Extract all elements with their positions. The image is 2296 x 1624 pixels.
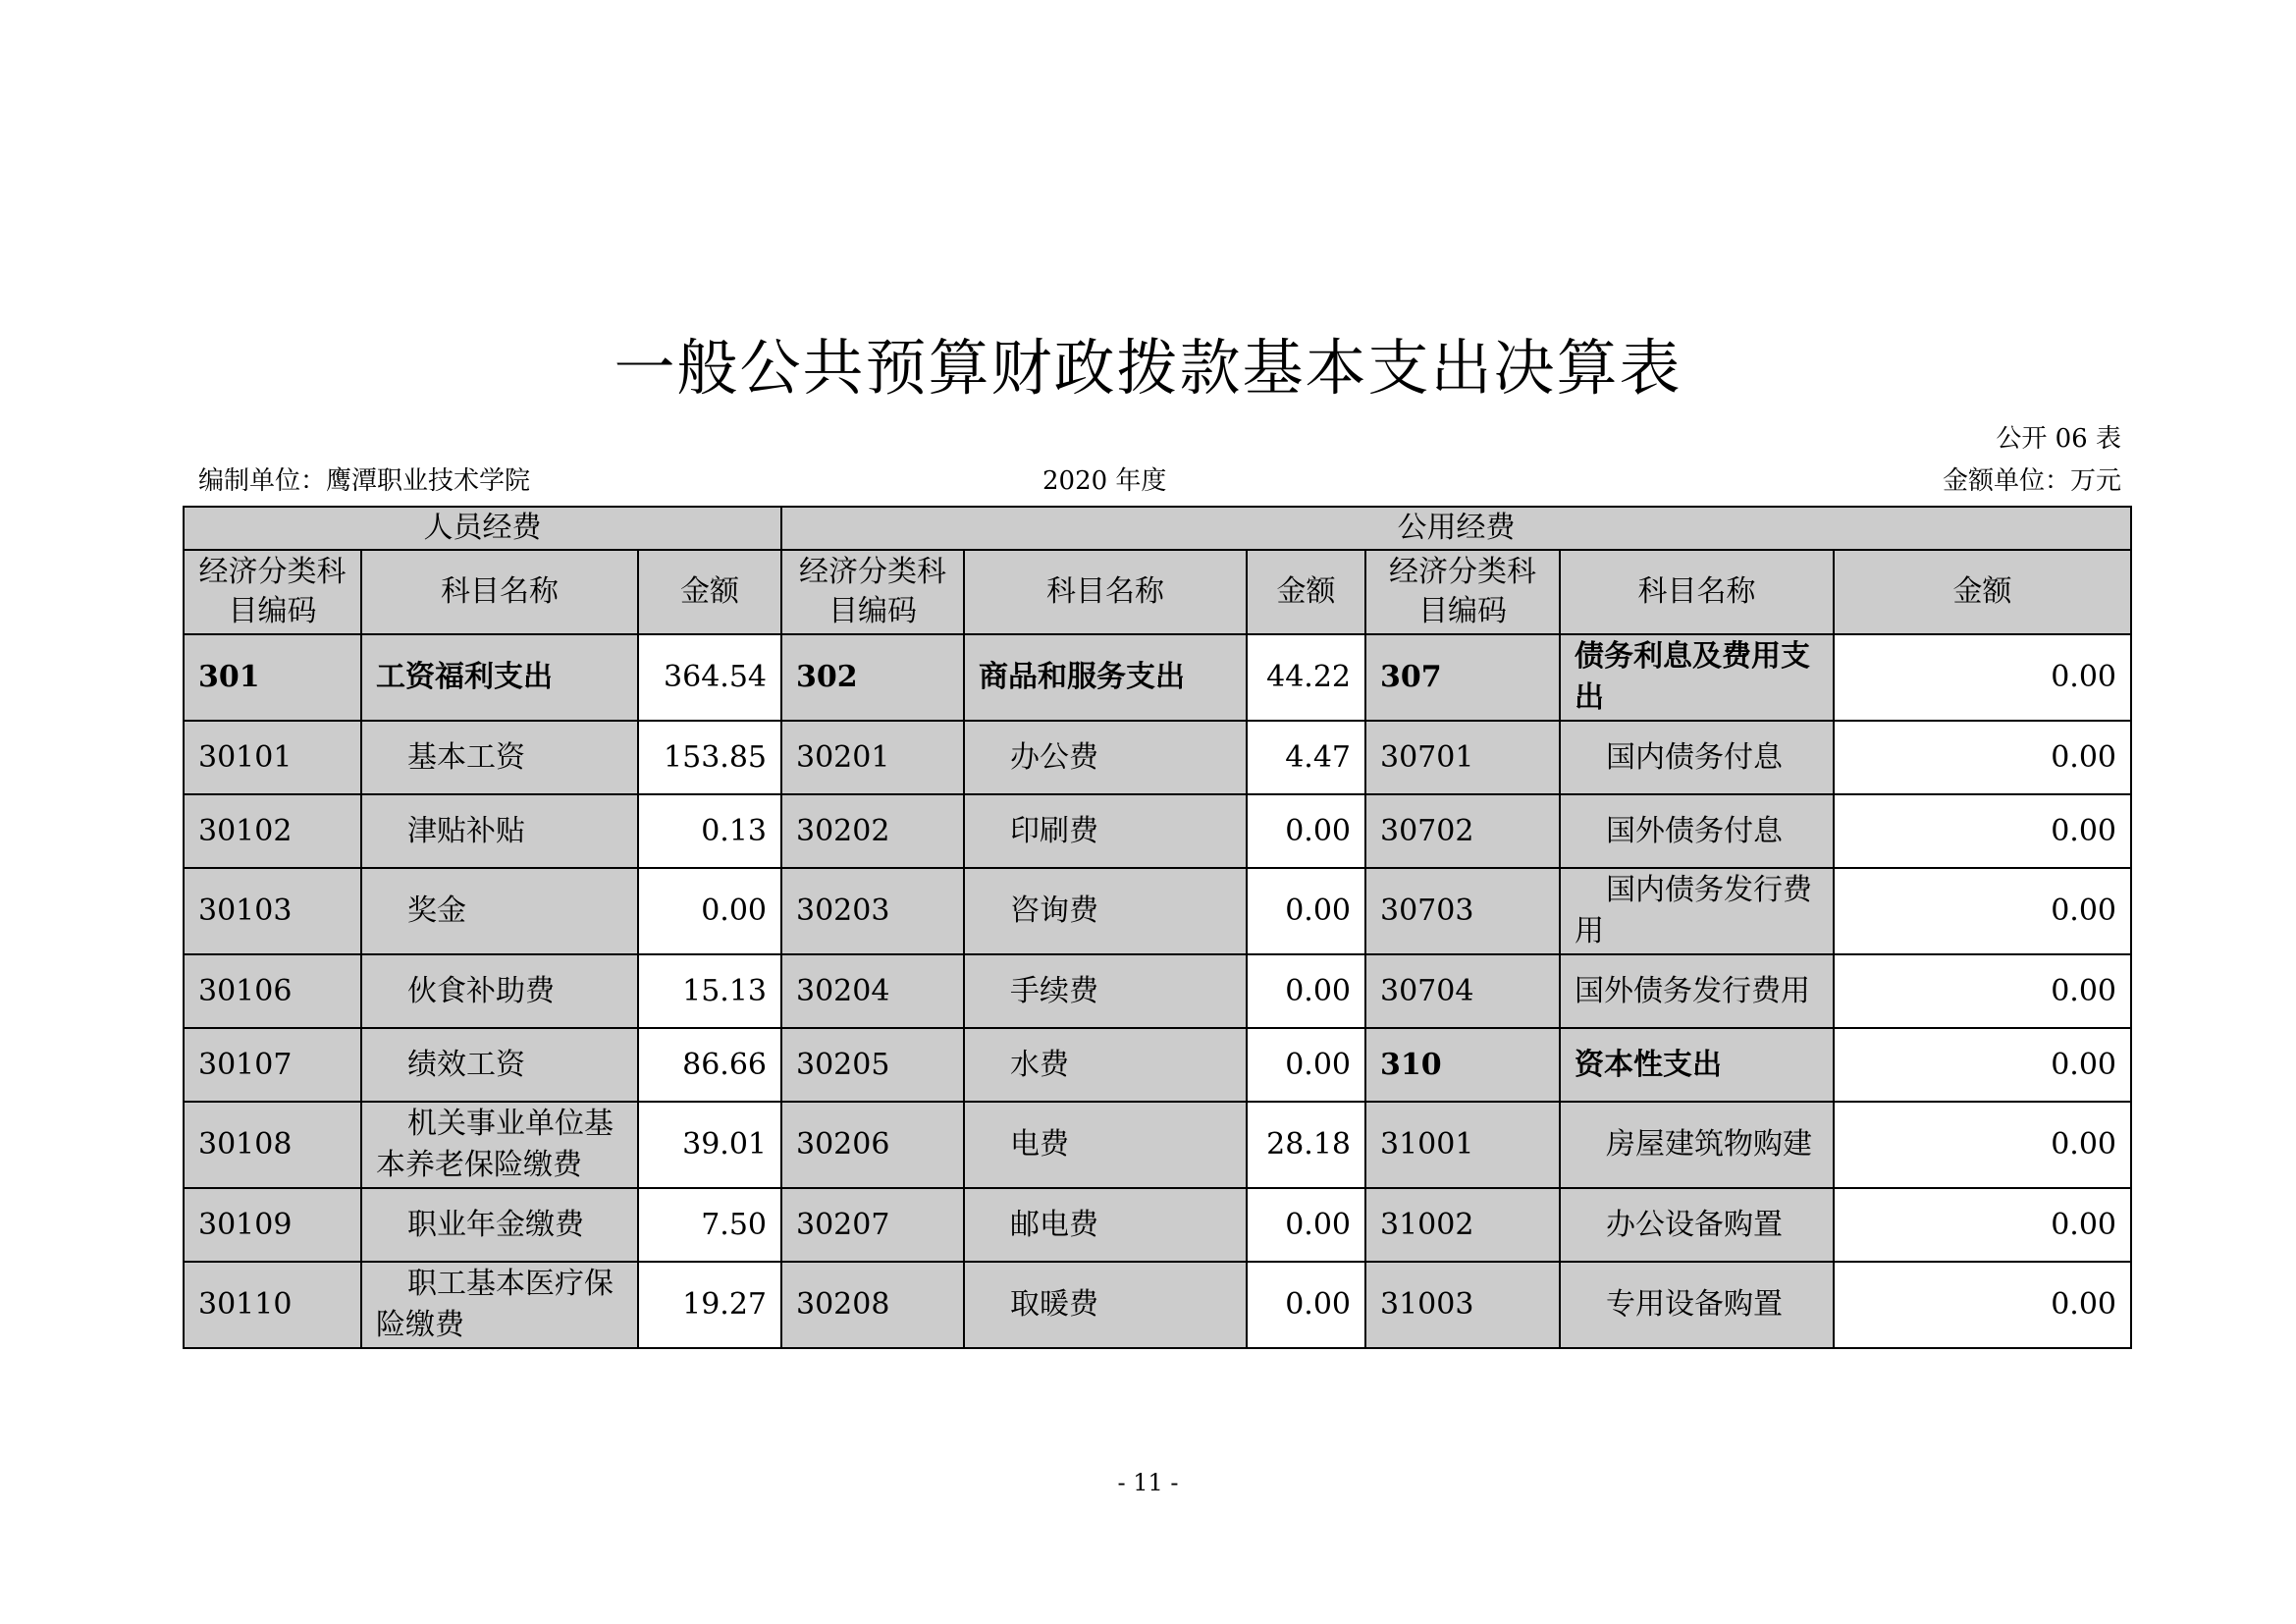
table-row — [184, 634, 2131, 721]
code-cell: 301 — [184, 634, 361, 721]
amount-cell: 0.00 — [1247, 1028, 1365, 1102]
name-cell: 津贴补贴 — [361, 794, 638, 868]
name-cell: 专用设备购置 — [1560, 1262, 1834, 1348]
name-cell: 伙食补助费 — [361, 954, 638, 1028]
expenditure-table — [183, 506, 2132, 1349]
group-header-personnel: 人员经费 — [184, 507, 781, 550]
code-cell: 30202 — [781, 794, 964, 868]
code-cell: 30103 — [184, 868, 361, 954]
amount-cell: 0.13 — [638, 794, 781, 868]
table-row — [184, 954, 2131, 1028]
code-cell: 310 — [1365, 1028, 1560, 1102]
name-cell: 电费 — [964, 1102, 1247, 1188]
col-header-amount: 金额 — [1247, 550, 1365, 634]
page-number: - 11 - — [1117, 1469, 1179, 1496]
code-cell: 30206 — [781, 1102, 964, 1188]
amount-cell: 44.22 — [1247, 634, 1365, 721]
name-cell: 国内债务发行费用 — [1560, 868, 1834, 954]
code-cell: 30107 — [184, 1028, 361, 1102]
table-row — [184, 1028, 2131, 1102]
name-cell: 取暖费 — [964, 1262, 1247, 1348]
name-cell: 工资福利支出 — [361, 634, 638, 721]
code-cell: 30201 — [781, 721, 964, 794]
amount-cell: 0.00 — [638, 868, 781, 954]
code-cell: 30101 — [184, 721, 361, 794]
col-header-name: 科目名称 — [964, 550, 1247, 634]
amount-cell: 19.27 — [638, 1262, 781, 1348]
name-cell: 办公设备购置 — [1560, 1188, 1834, 1262]
code-cell: 30106 — [184, 954, 361, 1028]
code-cell: 30109 — [184, 1188, 361, 1262]
amount-cell: 0.00 — [1834, 1188, 2131, 1262]
name-cell: 印刷费 — [964, 794, 1247, 868]
table-row — [184, 1102, 2131, 1188]
amount-cell: 39.01 — [638, 1102, 781, 1188]
amount-cell: 0.00 — [1834, 794, 2131, 868]
name-cell: 国内债务付息 — [1560, 721, 1834, 794]
name-cell: 资本性支出 — [1560, 1028, 1834, 1102]
code-cell: 30204 — [781, 954, 964, 1028]
col-header-code: 经济分类科目编码 — [781, 550, 964, 634]
col-header-code: 经济分类科目编码 — [184, 550, 361, 634]
code-cell: 30110 — [184, 1262, 361, 1348]
table-row — [184, 868, 2131, 954]
col-header-code: 经济分类科目编码 — [1365, 550, 1560, 634]
name-cell: 职工基本医疗保险缴费 — [361, 1262, 638, 1348]
fiscal-year: 2020 年度 — [1042, 466, 1167, 496]
amount-cell: 0.00 — [1834, 1028, 2131, 1102]
compiling-unit: 编制单位：鹰潭职业技术学院 — [198, 466, 531, 496]
form-number: 公开 06 表 — [1996, 424, 2121, 454]
amount-cell: 364.54 — [638, 634, 781, 721]
name-cell: 房屋建筑物购建 — [1560, 1102, 1834, 1188]
name-cell: 邮电费 — [964, 1188, 1247, 1262]
code-cell: 30203 — [781, 868, 964, 954]
name-cell: 机关事业单位基本养老保险缴费 — [361, 1102, 638, 1188]
name-cell: 手续费 — [964, 954, 1247, 1028]
table-row — [184, 1262, 2131, 1348]
amount-cell: 0.00 — [1247, 954, 1365, 1028]
code-cell: 30208 — [781, 1262, 964, 1348]
code-cell: 30207 — [781, 1188, 964, 1262]
col-header-amount: 金额 — [1834, 550, 2131, 634]
code-cell: 30108 — [184, 1102, 361, 1188]
amount-cell: 0.00 — [1247, 1188, 1365, 1262]
code-cell: 30102 — [184, 794, 361, 868]
col-header-name: 科目名称 — [1560, 550, 1834, 634]
amount-cell: 0.00 — [1834, 634, 2131, 721]
col-header-amount: 金额 — [638, 550, 781, 634]
amount-cell: 4.47 — [1247, 721, 1365, 794]
amount-cell: 28.18 — [1247, 1102, 1365, 1188]
table-row — [184, 1188, 2131, 1262]
code-cell: 31001 — [1365, 1102, 1560, 1188]
code-cell: 31002 — [1365, 1188, 1560, 1262]
col-header-name: 科目名称 — [361, 550, 638, 634]
code-cell: 30701 — [1365, 721, 1560, 794]
name-cell: 基本工资 — [361, 721, 638, 794]
name-cell: 办公费 — [964, 721, 1247, 794]
amount-cell: 0.00 — [1247, 1262, 1365, 1348]
amount-cell: 0.00 — [1834, 1102, 2131, 1188]
amount-cell: 0.00 — [1834, 1262, 2131, 1348]
code-cell: 30205 — [781, 1028, 964, 1102]
name-cell: 国外债务发行费用 — [1560, 954, 1834, 1028]
code-cell: 30704 — [1365, 954, 1560, 1028]
name-cell: 奖金 — [361, 868, 638, 954]
name-cell: 水费 — [964, 1028, 1247, 1102]
page-title: 一般公共预算财政拨款基本支出决算表 — [614, 332, 1682, 404]
code-cell: 307 — [1365, 634, 1560, 721]
code-cell: 31003 — [1365, 1262, 1560, 1348]
amount-cell: 0.00 — [1834, 954, 2131, 1028]
code-cell: 30702 — [1365, 794, 1560, 868]
name-cell: 职业年金缴费 — [361, 1188, 638, 1262]
amount-cell: 0.00 — [1834, 721, 2131, 794]
name-cell: 咨询费 — [964, 868, 1247, 954]
code-cell: 30703 — [1365, 868, 1560, 954]
name-cell: 绩效工资 — [361, 1028, 638, 1102]
amount-cell: 15.13 — [638, 954, 781, 1028]
table-row — [184, 721, 2131, 794]
amount-cell: 7.50 — [638, 1188, 781, 1262]
name-cell: 国外债务付息 — [1560, 794, 1834, 868]
amount-cell: 153.85 — [638, 721, 781, 794]
name-cell: 商品和服务支出 — [964, 634, 1247, 721]
amount-cell: 0.00 — [1834, 868, 2131, 954]
code-cell: 302 — [781, 634, 964, 721]
amount-unit: 金额单位：万元 — [1942, 466, 2121, 496]
name-cell: 债务利息及费用支出 — [1560, 634, 1834, 721]
group-header-public: 公用经费 — [781, 507, 2131, 550]
amount-cell: 86.66 — [638, 1028, 781, 1102]
table-row — [184, 794, 2131, 868]
amount-cell: 0.00 — [1247, 794, 1365, 868]
amount-cell: 0.00 — [1247, 868, 1365, 954]
